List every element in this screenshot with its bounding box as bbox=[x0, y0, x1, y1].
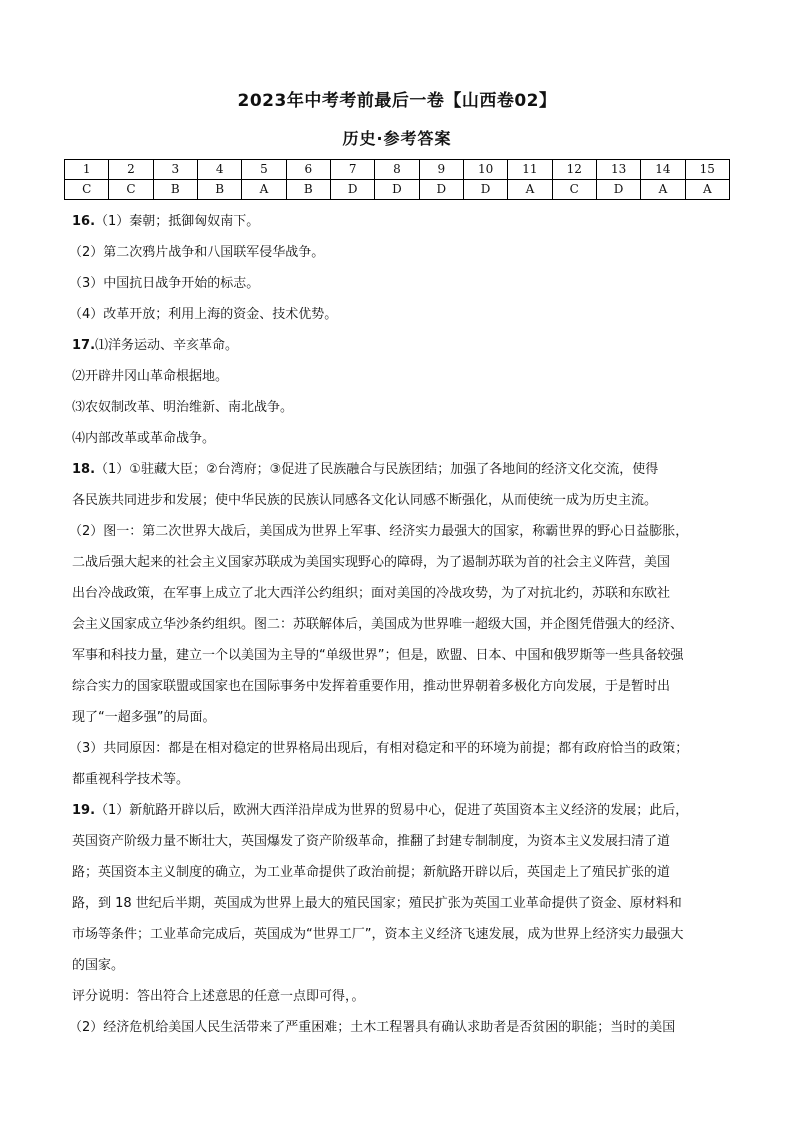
q18-number: 18. bbox=[72, 462, 96, 477]
answer-cell: C bbox=[109, 180, 153, 200]
question-number-cell: 12 bbox=[552, 160, 596, 180]
q19-part-1e: 市场等条件；工业革命完成后，英国成为“世界工厂”，资本主义经济飞速发展，成为世界上经济实力最强大 bbox=[72, 927, 684, 942]
q16-part-1: （1）秦朝；抵御匈奴南下。 bbox=[95, 214, 260, 229]
q19-part-1b: 英国资产阶级力量不断壮大，英国爆发了资产阶级革命，推翻了封建专制制度，为资本主义发展扫清了道 bbox=[72, 834, 671, 849]
q18-part-2d: 会主义国家成立华沙条约组织。图二：苏联解体后，美国成为世界唯一超级大国，并企图凭借强大的经济、 bbox=[72, 617, 684, 632]
q16-part-3: （3）中国抗日战争开始的标志。 bbox=[69, 276, 260, 291]
q19-part-1d: 路，到 18 世纪后半期，英国成为世界上最大的殖民国家；殖民扩张为英国工业革命提供了资金、原材料和 bbox=[72, 896, 682, 911]
q18-part-3b: 都重视科学技术等。 bbox=[72, 772, 190, 787]
answer-cell: D bbox=[596, 180, 640, 200]
q17-part-4: ⑷内部改革或革命战争。 bbox=[72, 431, 216, 446]
q18-part-2e: 军事和科技力量，建立一个以美国为主导的“单级世界”；但是，欧盟、日本、中国和俄罗斯等一些具备较强 bbox=[72, 648, 684, 663]
answer-cell: A bbox=[685, 180, 729, 200]
q19-part-1c: 路；英国资本主义制度的确立，为工业革命提供了政治前提；新航路开辟以后，英国走上了殖民扩张的道 bbox=[72, 865, 671, 880]
question-number-cell: 5 bbox=[242, 160, 286, 180]
q18-part-1b: 各民族共同进步和发展；使中华民族的民族认同感各文化认同感不断强化，从而使统一成为历史主流。 bbox=[72, 493, 658, 508]
q16-part-2: （2）第二次鸦片战争和八国联军侵华战争。 bbox=[69, 245, 325, 260]
q18-part-2f: 综合实力的国家联盟或国家也在国际事务中发挥着重要作用，推动世界朝着多极化方向发展，于是暂时出 bbox=[72, 679, 671, 694]
q18-part-2b: 二战后强大起来的社会主义国家苏联成为美国实现野心的障碍，为了遏制苏联为首的社会主义阵营，美国 bbox=[72, 555, 671, 570]
question-number-cell: 10 bbox=[463, 160, 507, 180]
q19-number: 19. bbox=[72, 803, 96, 818]
answer-content bbox=[69, 206, 730, 1043]
q18-line-1 bbox=[72, 454, 730, 485]
question-number-cell: 6 bbox=[286, 160, 330, 180]
q16-number: 16. bbox=[72, 214, 96, 229]
q16-line-1 bbox=[72, 206, 730, 237]
q19-part-2a: （2）经济危机给美国人民生活带来了严重困难；土木工程署具有确认求助者是否贫困的职能；当时的美国 bbox=[69, 1020, 676, 1035]
q17-part-1: ⑴洋务运动、辛亥革命。 bbox=[95, 338, 239, 353]
q17-part-2: ⑵开辟井冈山革命根据地。 bbox=[72, 369, 229, 384]
question-number-cell: 11 bbox=[508, 160, 552, 180]
answer-cell: A bbox=[242, 180, 286, 200]
q18-part-2g: 现了“一超多强”的局面。 bbox=[72, 710, 216, 725]
answer-cell: A bbox=[641, 180, 685, 200]
answer-cell: D bbox=[330, 180, 374, 200]
answer-cell: B bbox=[286, 180, 330, 200]
q19-part-1a: （1）新航路开辟以后，欧洲大西洋沿岸成为世界的贸易中心，促进了英国资本主义经济的发展；此后， bbox=[95, 803, 689, 818]
answer-cell: D bbox=[375, 180, 419, 200]
question-number-cell: 4 bbox=[197, 160, 241, 180]
answer-cell: A bbox=[508, 180, 552, 200]
answer-cell: B bbox=[197, 180, 241, 200]
question-number-cell: 8 bbox=[375, 160, 419, 180]
question-number-cell: 3 bbox=[153, 160, 197, 180]
question-number-cell: 7 bbox=[330, 160, 374, 180]
answer-cell: C bbox=[65, 180, 109, 200]
page-title: 2023年中考考前最后一卷【山西卷02】 bbox=[237, 91, 557, 111]
question-number-cell: 9 bbox=[419, 160, 463, 180]
question-number-cell: 2 bbox=[109, 160, 153, 180]
answer-cell: B bbox=[153, 180, 197, 200]
q18-part-2a: （2）图一：第二次世界大战后，美国成为世界上军事、经济实力最强大的国家，称霸世界的野心日益膨胀， bbox=[69, 524, 689, 539]
q16-part-4: （4）改革开放；利用上海的资金、技术优势。 bbox=[69, 307, 338, 322]
q18-part-3a: （3）共同原因：都是在相对稳定的世界格局出现后，有相对稳定和平的环境为前提；都有政府恰当的政策； bbox=[69, 741, 689, 756]
q19-part-1f: 的国家。 bbox=[72, 958, 125, 973]
question-number-cell: 1 bbox=[65, 160, 109, 180]
page-subtitle: 历史·参考答案 bbox=[342, 129, 452, 148]
question-number-cell: 15 bbox=[685, 160, 729, 180]
q17-part-3: ⑶农奴制改革、明治维新、南北战争。 bbox=[72, 400, 294, 415]
answer-cell: D bbox=[463, 180, 507, 200]
q17-number: 17. bbox=[72, 338, 96, 353]
answer-table-answer-row bbox=[65, 180, 730, 200]
q18-part-2c: 出台冷战政策，在军事上成立了北大西洋公约组织；面对美国的冷战攻势，为了对抗北约，苏联和东欧社 bbox=[72, 586, 671, 601]
q19-scoring-note: 评分说明：答出符合上述意思的任意一点即可得，。 bbox=[72, 989, 365, 1004]
answer-table-number-row bbox=[65, 160, 730, 180]
q17-line-1 bbox=[72, 330, 730, 361]
answer-table bbox=[64, 159, 730, 200]
q19-line-1 bbox=[72, 795, 730, 826]
answer-cell: D bbox=[419, 180, 463, 200]
answer-cell: C bbox=[552, 180, 596, 200]
q18-part-1a: （1）①驻藏大臣；②台湾府；③促进了民族融合与民族团结；加强了各地间的经济文化交流，使得 bbox=[95, 462, 659, 477]
question-number-cell: 14 bbox=[641, 160, 685, 180]
question-number-cell: 13 bbox=[596, 160, 640, 180]
